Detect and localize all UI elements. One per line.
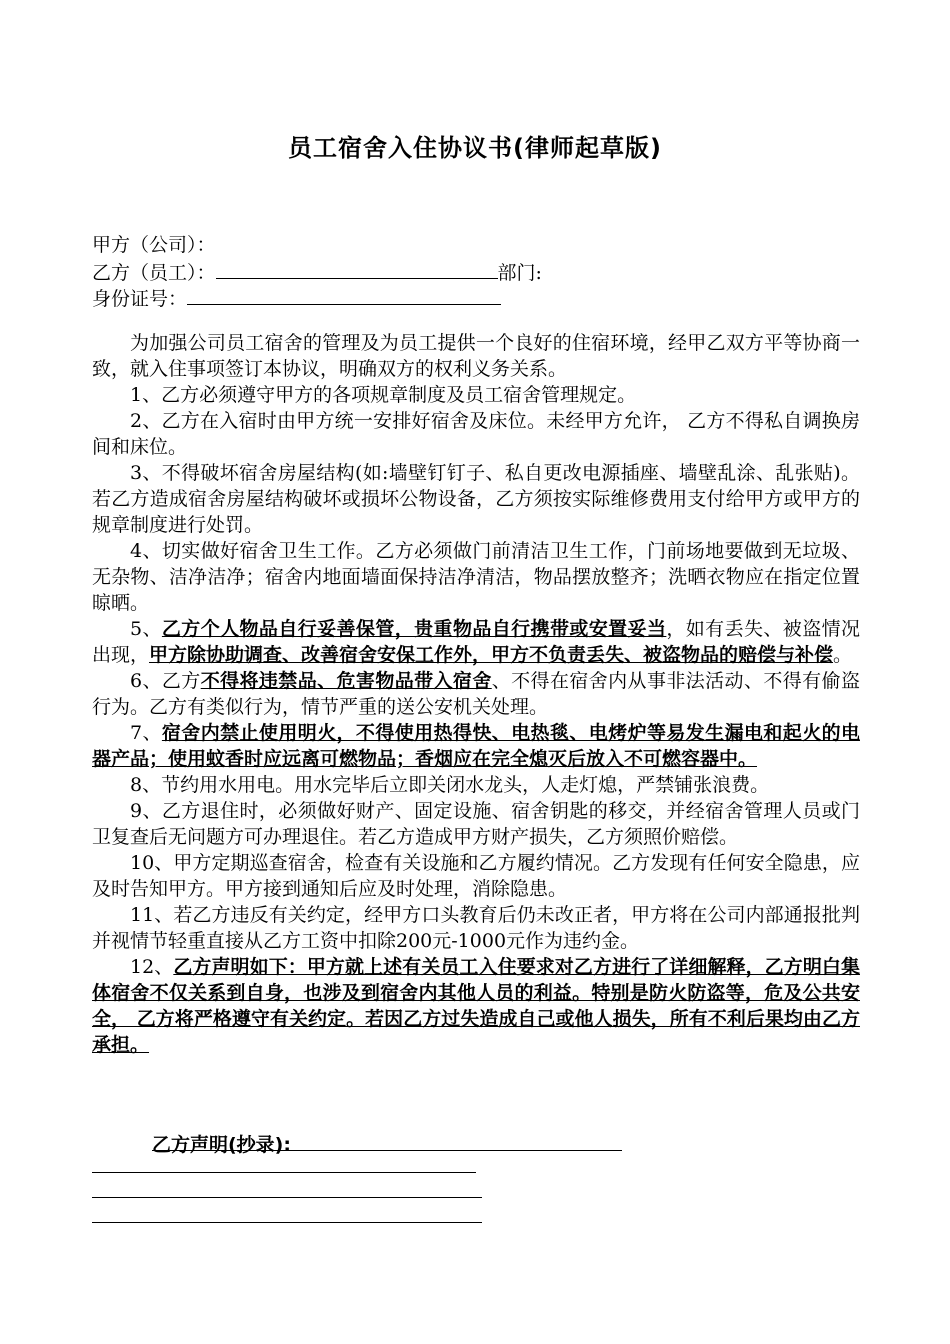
clause-5-emphasis-2: 甲方除协助调查、改善宿舍安保工作外，甲方不负责丢失、被盗物品的赔偿与补偿 <box>149 644 834 666</box>
party-a-label: 甲方（公司）： <box>92 234 216 256</box>
clause-5-emphasis-1: 乙方个人物品自行妥善保管，贵重物品自行携带或安置妥当 <box>161 618 667 640</box>
clause-4: 4、切实做好宿舍卫生工作。乙方必须做门前清洁卫生工作，门前场地要做到无垃圾、无杂物、洁净洁净；宿舍内地面墙面保持洁净清洁，物品摆放整齐；洗晒衣物应在指定位置晾晒。 <box>92 540 860 614</box>
clause-1: 1、乙方必须遵守甲方的各项规章制度及员工宿舍管理规定。 <box>130 384 637 406</box>
declaration-copy-line-1[interactable] <box>92 1172 476 1173</box>
declaration-copy-line-2[interactable] <box>92 1197 482 1198</box>
clause-6-rest: 、不得在宿舍内从事非法活动、不得有偷盗行为。乙方有类似行为，情节严重的送公安机关处理。 <box>92 670 860 718</box>
declaration-label: 乙方声明(抄录): <box>152 1134 291 1156</box>
clause-5-number: 5、 <box>130 618 162 640</box>
clause-6-emphasis: 不得将违禁品、危害物品带入宿舍 <box>200 670 492 692</box>
clause-6-number: 6、乙方 <box>130 670 201 692</box>
id-number-field[interactable] <box>187 284 501 305</box>
id-number-row <box>92 284 501 312</box>
clause-7-number: 7、 <box>130 722 162 744</box>
clause-10: 10、甲方定期巡查宿舍，检查有关设施和乙方履约情况。乙方发现有任何安全隐患，应及时告知甲方。甲方接到通知后应及时处理，消除隐患。 <box>92 852 860 900</box>
declaration-copy-line-3[interactable] <box>92 1222 482 1223</box>
document-title: 员工宿舍入住协议书(律师起草版) <box>288 134 662 162</box>
party-b-label: 乙方（员工）： <box>92 262 216 284</box>
intro-paragraph: 为加强公司员工宿舍的管理及为员工提供一个良好的住宿环境，经甲乙双方平等协商一致，就入住事项签订本协议，明确双方的权利义务关系。 <box>92 332 860 380</box>
party-b-row <box>92 258 542 286</box>
clause-8: 8、节约用水用电。用水完毕后立即关闭水龙头，人走灯熄，严禁铺张浪费。 <box>130 774 770 796</box>
clause-6 <box>92 668 860 720</box>
clause-12 <box>92 954 860 1058</box>
clause-7 <box>92 720 860 772</box>
party-b-name-field[interactable] <box>216 258 498 279</box>
department-label: 部门: <box>497 262 542 284</box>
clause-5-middle: ，如有丢失、被盗情况出现， <box>92 618 860 666</box>
clause-7-emphasis: 宿舍内禁止使用明火，不得使用热得快、电热毯、电烤炉等易发生漏电和起火的电器产品；使用蚊香时应远离可燃物品；香烟应在完全熄灭后放入不可燃容器中。 <box>92 722 860 770</box>
clause-11: 11、若乙方违反有关约定，经甲方口头教育后仍未改正者，甲方将在公司内部通报批判并视情节轻重直接从乙方工资中扣除200元-1000元作为违约金。 <box>92 904 860 952</box>
clause-9: 9、乙方退住时，必须做好财产、固定设施、宿舍钥匙的移交，并经宿舍管理人员或门卫复查后无问题方可办理退住。若乙方造成甲方财产损失，乙方须照价赔偿。 <box>92 800 860 848</box>
party-a-row <box>92 232 216 258</box>
clause-12-number: 12、 <box>130 956 174 978</box>
clause-3: 3、不得破坏宿舍房屋结构(如:墙壁钉钉子、私自更改电源插座、墙壁乱涂、乱张贴)。若乙方造成宿舍房屋结构破坏或损坏公物设备，乙方须按实际维修费用支付给甲方或甲方的规章制度进行处罚。 <box>92 462 860 536</box>
declaration-underline <box>152 1150 622 1151</box>
clause-5 <box>92 616 860 668</box>
id-number-label: 身份证号： <box>92 288 188 310</box>
agreement-body <box>92 330 860 1058</box>
clause-12-emphasis: 乙方声明如下：甲方就上述有关员工入住要求对乙方进行了详细解释，乙方明白集体宿舍不仅关系到自身，也涉及到宿舍内其他人员的利益。特别是防火防盗等，危及公共安全， 乙方将严格遵守有关约定。若因乙方过失造成自己或他人损失，所有不利后果均由乙方承担。 <box>92 956 860 1056</box>
clause-2: 2、乙方在入宿时由甲方统一安排好宿舍及床位。未经甲方允许， 乙方不得私自调换房间和床位。 <box>92 410 860 458</box>
clause-5-end: 。 <box>833 644 853 666</box>
